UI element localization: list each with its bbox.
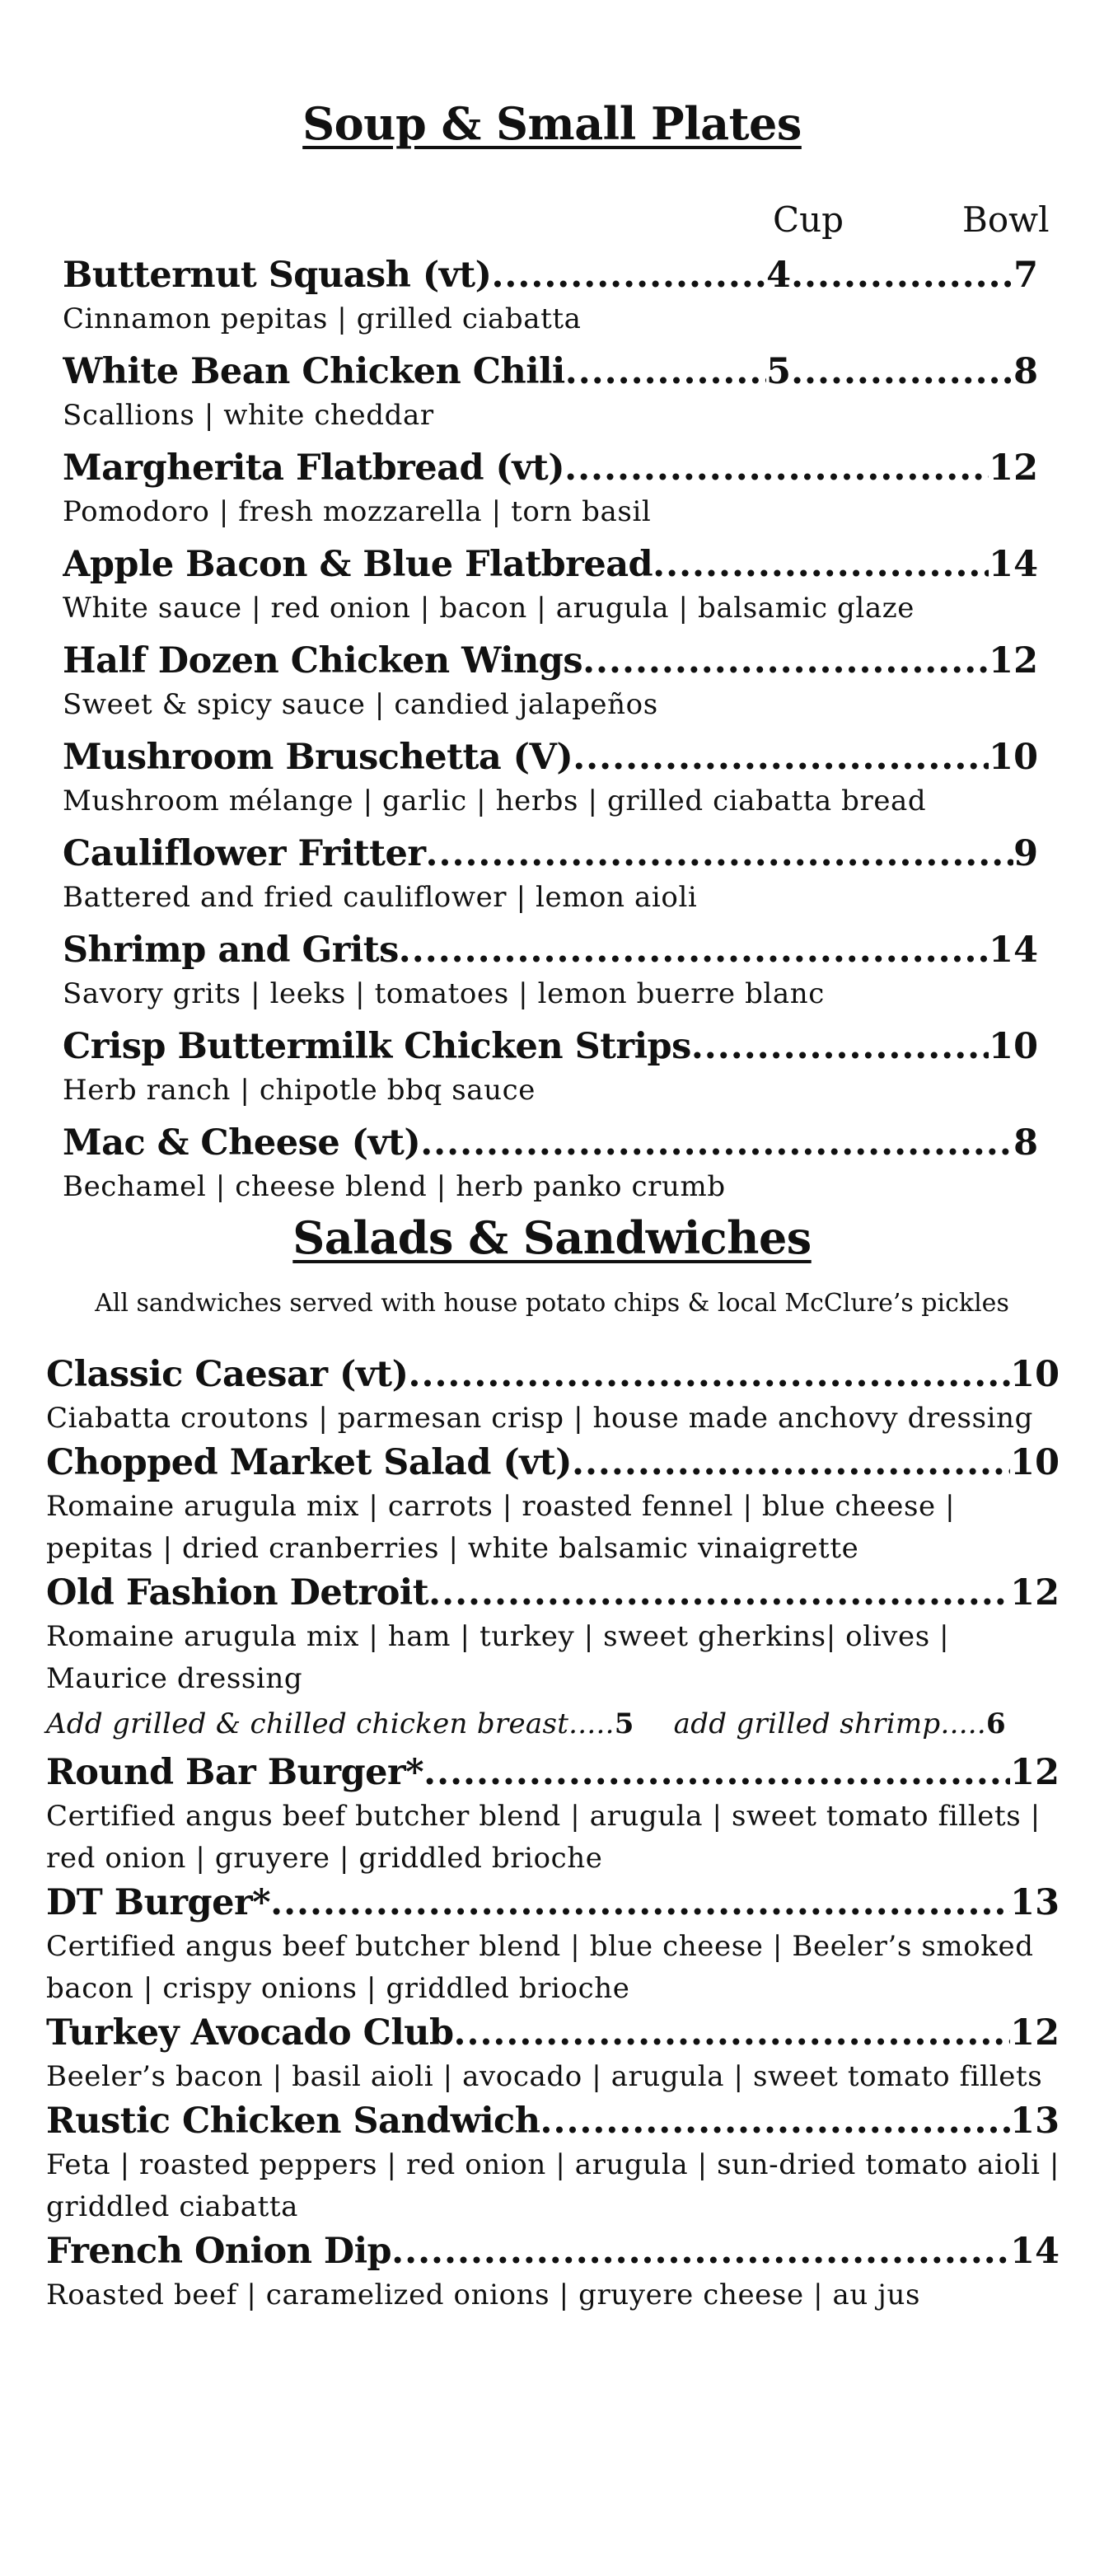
menu-item-line [46, 1351, 1060, 1398]
menu-item-line [63, 445, 1038, 491]
menu-item [63, 349, 1038, 445]
dot-leader [791, 252, 1013, 298]
dot-leader [428, 1570, 1010, 1616]
dot-leader [399, 927, 989, 973]
menu-item-price: 10 [1010, 1354, 1060, 1395]
dot-leader [582, 638, 989, 684]
menu-item-line [63, 831, 1038, 877]
menu-item-line [46, 1440, 1060, 1486]
menu-item [46, 1440, 1060, 1570]
menu-item-price: 9 [1013, 833, 1038, 874]
dot-leader [791, 349, 1013, 395]
menu-item-description: Mushroom mélange | garlic | herbs | grilled ciabatta bread [63, 785, 927, 817]
menu-item-price: 8 [1013, 1122, 1038, 1164]
menu-item-name: Turkey Avocado Club [46, 2012, 454, 2054]
menu-item [46, 1880, 1060, 2010]
menu-item [46, 1749, 1060, 1880]
menu-item-description: Ciabatta croutons | parmesan crisp | house made anchovy dressing [46, 1402, 1033, 1435]
menu-item [63, 638, 1038, 734]
dot-leader [270, 1880, 1010, 1926]
menu-item-line [46, 2010, 1060, 2056]
menu-item-name: Rustic Chicken Sandwich [46, 2101, 540, 2142]
menu-item-line [63, 541, 1038, 588]
menu-item [63, 252, 1038, 349]
menu-item-name: French Onion Dip [46, 2231, 392, 2272]
menu-item-price: 14 [1010, 2231, 1060, 2272]
menu-item-price: 13 [1010, 2101, 1060, 2142]
salads-sandwiches-list [46, 1351, 1060, 2316]
menu-item-line [63, 734, 1038, 780]
menu-item-name: Mushroom Bruschetta (V) [63, 737, 573, 778]
menu-item-price: 14 [989, 544, 1038, 585]
dot-leader [423, 1749, 1010, 1796]
menu-item-description: Bechamel | cheese blend | herb panko crumb [63, 1170, 726, 1203]
menu-item-name: DT Burger* [46, 1882, 271, 1923]
menu-item-name: Half Dozen Chicken Wings [63, 640, 583, 681]
menu-item-name: Cauliflower Fritter [63, 833, 426, 874]
dot-leader [565, 349, 766, 395]
menu-item-line [63, 349, 1038, 395]
section-title-soup-small-plates: Soup & Small Plates [302, 97, 802, 150]
dot-leader [564, 445, 989, 491]
menu-item-price-bowl: 7 [1013, 255, 1038, 296]
menu-item-line [63, 1023, 1038, 1070]
menu-item [63, 1023, 1038, 1120]
menu-item-name: Round Bar Burger* [46, 1752, 424, 1793]
menu-item-price: 12 [1010, 1572, 1060, 1614]
menu-item-line [63, 927, 1038, 973]
menu-item-name: Chopped Market Salad (vt) [46, 1442, 572, 1483]
menu-item-price: 12 [989, 447, 1038, 489]
menu-item-price: 12 [1010, 1752, 1060, 1793]
menu-item-name: Margherita Flatbread (vt) [63, 447, 565, 489]
menu-item [46, 2010, 1060, 2098]
menu-item-name: Old Fashion Detroit [46, 1572, 429, 1614]
dot-leader [540, 2098, 1011, 2144]
menu-item [63, 445, 1038, 541]
menu-item-description: Romaine arugula mix | carrots | roasted fennel | blue cheese | pepitas | dried cranberries | white balsamic vinaigrette [46, 1490, 956, 1565]
dot-leader [420, 1120, 1013, 1166]
add-on-chicken-label: Add grilled & chilled chicken breast..... [46, 1707, 615, 1740]
menu-item-name: Mac & Cheese (vt) [63, 1122, 421, 1164]
menu-item-description: Cinnamon pepitas | grilled ciabatta [63, 302, 582, 335]
menu-item-price: 12 [1010, 2012, 1060, 2054]
menu-item-description: Scallions | white cheddar [63, 399, 434, 432]
menu-item [46, 1351, 1060, 1440]
menu-item-price-bowl: 8 [1013, 351, 1038, 392]
dot-leader [572, 1440, 1010, 1486]
menu-item-description: Romaine arugula mix | ham | turkey | sweet gherkins| olives | Maurice dressing [46, 1620, 950, 1695]
menu-item-description: Roasted beef | caramelized onions | gruyere cheese | au jus [46, 2279, 920, 2311]
menu-item-description: Battered and fried cauliflower | lemon aioli [63, 881, 698, 914]
add-on-shrimp-label: add grilled shrimp..... [673, 1707, 987, 1740]
menu-item-name: White Bean Chicken Chili [63, 351, 565, 392]
menu-item-name: Butternut Squash (vt) [63, 255, 492, 296]
dot-leader [653, 541, 989, 588]
menu-item-line [46, 1749, 1060, 1796]
menu-item-price-cup: 4 [766, 255, 792, 296]
dot-leader [409, 1351, 1011, 1398]
menu-item-line [63, 638, 1038, 684]
menu-item [63, 831, 1038, 927]
dot-leader [426, 831, 1014, 877]
menu-item-description: Feta | roasted peppers | red onion | arugula | sun-dried tomato aioli | griddled ciabatta [46, 2148, 1060, 2223]
menu-item-name: Crisp Buttermilk Chicken Strips [63, 1026, 691, 1067]
menu-item-name: Apple Bacon & Blue Flatbread [63, 544, 653, 585]
menu-item-line [46, 1570, 1060, 1616]
menu-item-description: Savory grits | leeks | tomatoes | lemon buerre blanc [63, 977, 825, 1010]
menu-item-price: 13 [1010, 1882, 1060, 1923]
menu-item-description: White sauce | red onion | bacon | arugula | balsamic glaze [63, 592, 915, 625]
menu-item-description: Beeler’s bacon | basil aioli | avocado | arugula | sweet tomato fillets [46, 2060, 1043, 2093]
dot-leader [454, 2010, 1011, 2056]
add-on-chicken-price: 5 [614, 1707, 634, 1740]
dot-leader [491, 252, 766, 298]
section-title-salads-sandwiches: Salads & Sandwiches [292, 1211, 812, 1264]
menu-item-name: Classic Caesar (vt) [46, 1354, 409, 1395]
menu-item-line [63, 252, 1038, 298]
menu-item [46, 2228, 1060, 2316]
dot-leader [391, 2228, 1010, 2274]
menu-item [63, 927, 1038, 1023]
menu-item-description: Sweet & spicy sauce | candied jalapeños [63, 688, 658, 721]
sandwich-note: All sandwiches served with house potato chips & local McClure’s pickles [95, 1289, 1009, 1318]
menu-item-description: Herb ranch | chipotle bbq sauce [63, 1074, 536, 1107]
menu-item-price: 10 [1010, 1442, 1060, 1483]
column-header-cup: Cup [773, 199, 844, 240]
menu-item-price: 14 [989, 930, 1038, 971]
menu-item-name: Shrimp and Grits [63, 930, 399, 971]
menu-item-line [46, 2228, 1060, 2274]
menu-item [63, 1120, 1038, 1216]
menu-item [46, 2098, 1060, 2228]
menu-item-line [46, 2098, 1060, 2144]
menu-item-price: 12 [989, 640, 1038, 681]
menu-item-line [63, 1120, 1038, 1166]
soup-small-plates-list [63, 252, 1038, 1216]
menu-item [46, 1570, 1060, 1700]
menu-item-price: 10 [989, 1026, 1038, 1067]
menu-item-description: Certified angus beef butcher blend | blue cheese | Beeler’s smoked bacon | crispy onions | griddled brioche [46, 1930, 1034, 2005]
dot-leader [573, 734, 989, 780]
column-header-bowl: Bowl [962, 199, 1050, 240]
add-on-shrimp-price: 6 [986, 1707, 1006, 1740]
menu-item [63, 541, 1038, 638]
dot-leader [691, 1023, 989, 1070]
add-on-options [46, 1702, 1060, 1746]
menu-item-description: Certified angus beef butcher blend | arugula | sweet tomato fillets | red onion | gruyere | griddled brioche [46, 1800, 1041, 1875]
menu-item [63, 734, 1038, 831]
menu-item-description: Pomodoro | fresh mozzarella | torn basil [63, 495, 652, 528]
menu-item-price-cup: 5 [766, 351, 792, 392]
menu-item-line [46, 1880, 1060, 1926]
menu-item-price: 10 [989, 737, 1038, 778]
